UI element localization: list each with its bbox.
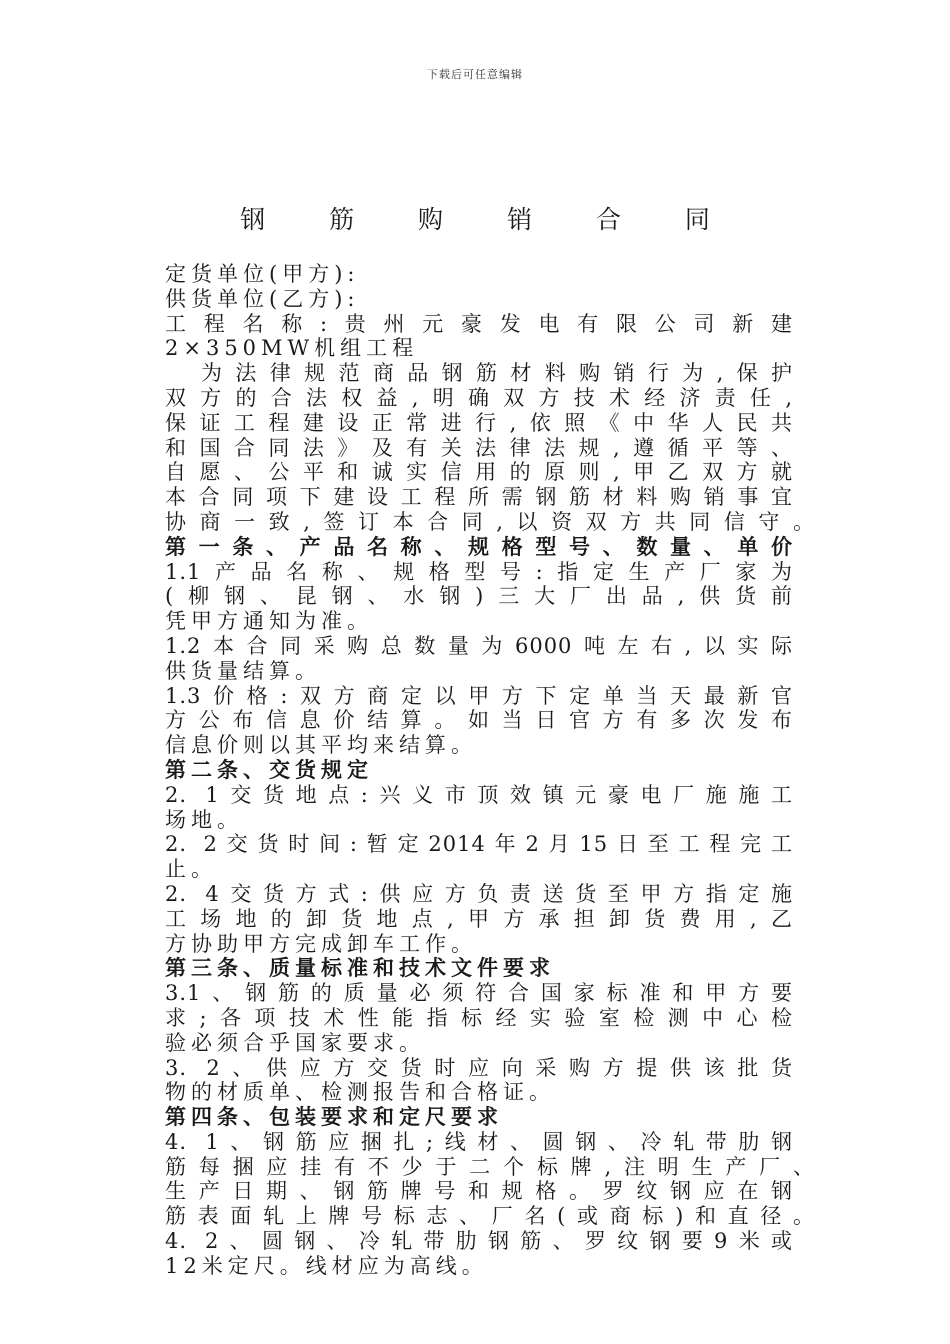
contract-line: 止。 (165, 857, 217, 882)
contract-line: 3.1、钢筋的质量必须符合国家标准和甲方要 (165, 981, 793, 1006)
document-title: 钢 筋 购 销 合 同 (240, 205, 738, 234)
contract-line: 保证工程建设正常进行,依照《中华人民共 (165, 410, 793, 435)
contract-line: 凭甲方通知为准。 (165, 609, 373, 634)
contract-line: 筋表面轧上牌号标志、厂名(或商标)和直径。 (165, 1204, 815, 1229)
contract-line: 3. 2、供应方交货时应向采购方提供该批货 (165, 1055, 793, 1080)
contract-line: 1.1产品名称、规格型号:指定生产厂家为 (165, 559, 793, 584)
contract-line: 为法律规范商品钢筋材料购销行为,保护 (201, 361, 793, 386)
contract-line: 第一条、产品名称、规格型号、数量、单价 (165, 533, 793, 559)
contract-line: 验必须合乎国家要求。 (165, 1030, 425, 1055)
contract-line: 定货单位(甲方): (165, 262, 360, 286)
contract-line: 协商一致,签订本合同,以资双方共同信守。 (165, 509, 815, 534)
contract-line: 2. 2交货时间:暂定2014年2月15日至工程完工 (165, 832, 793, 857)
contract-line: 12米定尺。线材应为高线。 (165, 1253, 488, 1278)
contract-line: 2. 1交货地点:兴义市顶效镇元豪电厂施施工 (165, 782, 793, 807)
contract-body (165, 262, 815, 1279)
contract-line: 1.2本合同采购总数量为6000吨左右,以实际 (165, 633, 793, 658)
header-note: 下载后可任意编辑 (427, 68, 523, 81)
contract-line: 自愿、公平和诚实信用的原则,甲乙双方就 (165, 460, 793, 485)
contract-line: 2×350MW机组工程 (165, 336, 419, 361)
contract-line: 求;各项技术性能指标经实验室检测中心检 (165, 1005, 793, 1030)
contract-line: 场地。 (165, 807, 243, 832)
contract-line: 本合同项下建设工程所需钢筋材料购销事宜 (165, 485, 793, 510)
contract-line: 2. 4交货方式:供应方负责送货至甲方指定施 (165, 881, 793, 906)
contract-line: 双方的合法权益,明确双方技术经济责任, (165, 385, 793, 410)
contract-line: (柳钢、昆钢、水钢)三大厂出品,供货前 (165, 584, 793, 609)
contract-line: 方公布信息价结算。如当日官方有多次发布 (165, 708, 793, 733)
contract-line: 第四条、包装要求和定尺要求 (165, 1104, 503, 1130)
contract-line: 4. 2、圆钢、冷轧带肋钢筋、罗纹钢要9米或 (165, 1229, 793, 1254)
contract-line: 方协助甲方完成卸车工作。 (165, 931, 477, 956)
contract-line: 工程名称:贵州元豪发电有限公司新建 (165, 311, 793, 336)
contract-line: 筋每捆应挂有不少于二个标牌,注明生产厂、 (165, 1154, 815, 1179)
contract-line: 供货单位(乙方): (165, 286, 360, 311)
contract-line: 信息价则以其平均来结算。 (165, 733, 477, 758)
contract-line: 物的材质单、检测报告和合格证。 (165, 1080, 555, 1105)
contract-line: 第二条、交货规定 (165, 756, 373, 782)
contract-line: 供货量结算。 (165, 658, 321, 683)
contract-line: 和国合同法》及有关法律法规,遵循平等、 (165, 435, 793, 460)
contract-line: 第三条、质量标准和技术文件要求 (165, 955, 555, 981)
contract-line: 生产日期、钢筋牌号和规格。罗纹钢应在钢 (165, 1179, 793, 1204)
contract-line: 1.3价格:双方商定以甲方下定单当天最新官 (165, 683, 793, 708)
contract-line: 4. 1、钢筋应捆扎;线材、圆钢、冷轧带肋钢 (165, 1129, 793, 1154)
contract-line: 工场地的卸货地点,甲方承担卸货费用,乙 (165, 906, 793, 931)
